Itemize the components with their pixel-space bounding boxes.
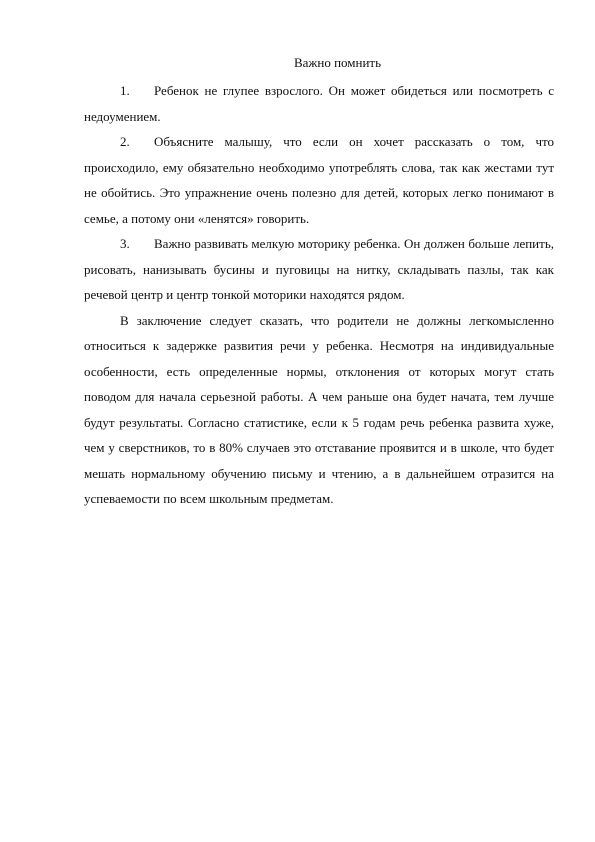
document-title: Важно помнить (293, 55, 382, 70)
list-item-number: 1. (120, 83, 130, 98)
list-item-text: Ребенок не глупее взрослого. Он может обидеться или посмотреть с недоумением. (84, 83, 554, 124)
list-item-number: 3. (120, 236, 130, 251)
list-item-text: Объясните малышу, что если он хочет рассказать о том, что происходило, ему обязательно необходимо употреблять слова, так как жестами тут не обойтись. Это упражнение очень полезно для детей, которых легко понимают в семье, а потому они «ленятся» говорить. (84, 134, 554, 226)
document-body (84, 78, 554, 512)
conclusion-paragraph: В заключение следует сказать, что родители не должны легкомысленно относиться к задержке развития речи у ребенка. Несмотря на индивидуальные особенности, есть определенные нормы, отклонения от которых могут стать поводом для начала серьезной работы. А чем раньше она будет начата, тем лучше будут результаты. Согласно статистике, если к 5 годам речь ребенка развита хуже, чем у сверстников, то в 80% случаев это отставание проявится и в школе, что будет мешать нормальному обучению письму и чтению, а в дальнейшем отразится на успеваемости по всем школьным предметам. (84, 312, 554, 506)
list-item-number: 2. (120, 134, 130, 149)
list-item-1 (84, 78, 554, 129)
list-item-3 (84, 231, 554, 308)
list-item-2 (84, 129, 554, 231)
list-item-text: Важно развивать мелкую моторику ребенка. Он должен больше лепить, рисовать, нанизывать бусины и пуговицы на нитку, складывать пазлы, так как речевой центр и центр тонкой моторики находятся рядом. (84, 236, 554, 302)
